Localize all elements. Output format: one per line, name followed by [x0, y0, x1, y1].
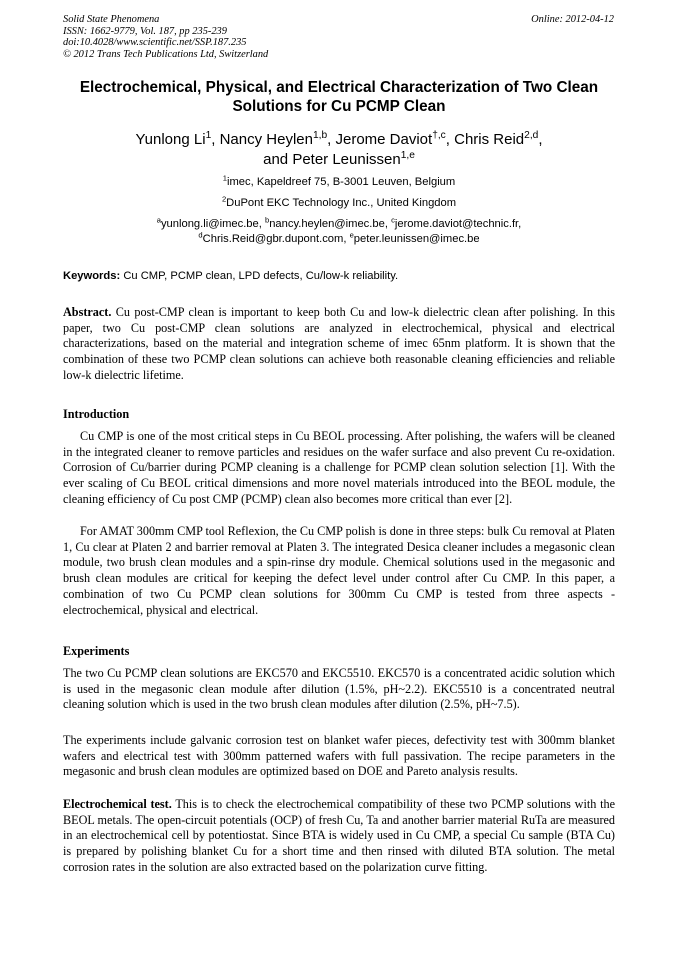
- journal-issn: ISSN: 1662-9779, Vol. 187, pp 235-239: [63, 25, 227, 37]
- author-line-2: [40, 150, 638, 170]
- author-sup: 1,e: [400, 150, 415, 161]
- email-sup: c: [391, 215, 395, 225]
- section-heading-experiments: Experiments: [63, 644, 130, 658]
- keywords: [63, 269, 615, 283]
- affiliation-1: [40, 175, 638, 189]
- author-name: Nancy Heylen: [219, 131, 313, 148]
- author-name: Chris Reid: [454, 131, 525, 148]
- abstract: [63, 305, 615, 384]
- email-sup: b: [264, 215, 270, 225]
- affiliation-text: DuPont EKC Technology Inc., United Kingdom: [226, 197, 457, 209]
- author-line-1: Yunlong Li$^1$, Nancy Heylen$^{1,b}$, Jerome Daviot$^{\dagger,c}$, Chris Reid$^{2,d}$,: [135, 130, 543, 148]
- affiliation-text: imec, Kapeldreef 75, B-3001 Leuven, Belgium: [226, 176, 456, 188]
- introduction-paragraph-2: For AMAT 300mm CMP tool Reflexion, the Cu CMP polish is done in three steps: bulk Cu removal at Platen 1, Cu clear at Platen 2 and barrier removal at Platen 3. The integrated Desica cleaner includes a megasonic clean module, two brush clean modules and a spin-rinse dry module. Chemical solutions used in the megasonic and brush clean modules are critical for keeping the defect level under control after Cu CMP. In this paper, a combination of two Cu PCMP clean solutions for 300mm Cu CMP is tested from three aspects - electrochemical, physical and electrical.: [63, 524, 615, 617]
- title-line-2: Solutions for Cu PCMP Clean: [232, 98, 446, 115]
- journal-name: Solid State Phenomena: [63, 14, 160, 25]
- introduction-paragraph-1: Cu CMP is one of the most critical steps in Cu BEOL processing. After polishing, the wafers will be cleaned in the integrated cleaner to remove particles and residues on the wafer surface and also prevent Cu re-oxidation. Corrosion of Cu/barrier during PCMP cleaning is a challenge for PCMP clean solution selection [1]. With the ever scaling of Cu BEOL critical dimensions and more novel materials introduced into the BEOL module, the cleaning efficiency of Cu post CMP (PCMP) clean also becomes more critical than ever [2].: [63, 429, 615, 506]
- abstract-text: Cu post-CMP clean is important to keep both Cu and low-k dielectric clean after polishing. In this paper, two Cu post-CMP clean solutions are analyzed in electrochemical, physical and electrical characterizations, based on the material and integration scheme of imec 65nm platform. It is shown that the combination of these two PCMP clean solutions can achieve both reasonable cleaning efficiencies and reliable low-k dielectric lifetime.: [63, 305, 616, 382]
- journal-doi: doi:10.4028/www.scientific.net/SSP.187.235: [63, 37, 247, 49]
- email-line-2: [40, 232, 638, 247]
- email-link[interactable]: peter.leunissen@imec.be: [353, 233, 480, 245]
- email-link[interactable]: Chris.Reid@gbr.dupont.com,: [202, 233, 347, 245]
- affiliation-2: [40, 196, 638, 210]
- email-list: [40, 217, 638, 247]
- email-line-1: [40, 217, 638, 232]
- author-name: Jerome Daviot: [335, 131, 433, 148]
- email-link[interactable]: nancy.heylen@imec.be,: [269, 218, 388, 230]
- keywords-label: Keywords:: [63, 270, 121, 282]
- electrochemical-test-label: Electrochemical test.: [63, 797, 172, 811]
- email-link[interactable]: yunlong.li@imec.be,: [160, 218, 262, 230]
- affiliation-sup: 1: [222, 173, 227, 183]
- author-sup: 1: [205, 130, 212, 141]
- affiliation-sup: 2: [221, 194, 227, 204]
- online-date: Online: 2012-04-12: [531, 14, 614, 25]
- author-name: Yunlong Li: [135, 131, 206, 148]
- paper-title: [40, 78, 638, 116]
- author-connector: and: [263, 151, 289, 168]
- keywords-text: Cu CMP, PCMP clean, LPD defects, Cu/low-k reliability.: [123, 270, 399, 282]
- journal-header: [63, 14, 268, 60]
- author-name: Peter Leunissen: [292, 151, 401, 168]
- email-sup: e: [349, 230, 354, 240]
- author-sup: 2,d: [524, 130, 539, 141]
- experiments-paragraph-3: [63, 797, 615, 876]
- author-sup: 1,b: [312, 130, 328, 141]
- author-list: [40, 130, 638, 170]
- experiments-paragraph-1: The two Cu PCMP clean solutions are EKC570 and EKC5510. EKC570 is a concentrated acidic solution which is used in the megasonic clean module after dilution (1.5%, pH~2.2). EKC5510 is a concentrated neutral cleaning solution which is used in the two brush clean modules after dilution (2.5%, pH~7.5).: [63, 666, 615, 712]
- electrochemical-test-text: This is to check the electrochemical compatibility of these two PCMP solutions with the BEOL metals. The open-circuit potentials (OCP) of fresh Cu, Ta and another barrier material RuTa are measured in an electrochemical cell by potentiostat. Since BTA is widely used in Cu CMP, a special Cu sample (BTA Cu) is prepared by polishing blanket Cu for a short time and then rinsed with diluted BTA solution. The metal corrosion rates in the solution are also extracted based on the polarization curve fitting.: [63, 797, 615, 874]
- email-link[interactable]: jerome.daviot@technic.fr,: [394, 218, 522, 230]
- email-sup: d: [198, 230, 203, 240]
- author-sup: †,c: [432, 130, 446, 141]
- section-heading-introduction: Introduction: [63, 407, 130, 421]
- journal-copyright: © 2012 Trans Tech Publications Ltd, Switzerland: [63, 48, 269, 60]
- email-sup: a: [156, 215, 161, 225]
- abstract-label: Abstract.: [63, 305, 112, 319]
- title-line-1: Electrochemical, Physical, and Electrical Characterization of Two Clean: [79, 79, 599, 96]
- experiments-paragraph-2: The experiments include galvanic corrosion test on blanket wafer pieces, defectivity test with 300mm blanket wafers and electrical test with 300mm patterned wafers with full passivation. The recipe parameters in the megasonic and brush clean modules are optimized based on DOE and Pareto analysis results.: [63, 733, 615, 779]
